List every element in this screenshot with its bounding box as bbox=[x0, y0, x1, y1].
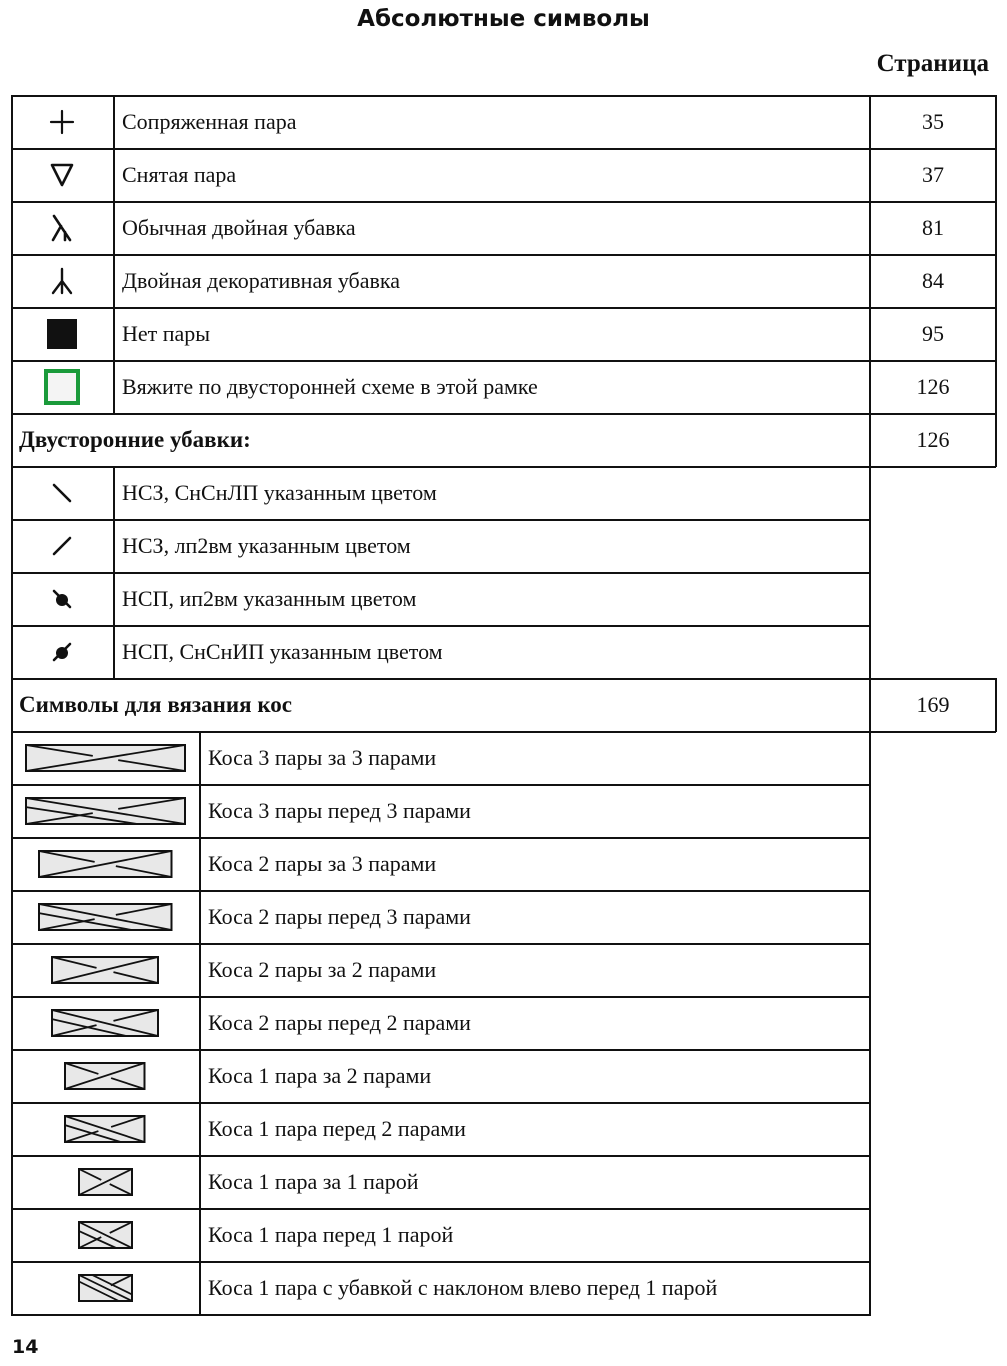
table-rule bbox=[869, 837, 871, 891]
cable-row-label: Коса 1 пара перед 1 парой bbox=[208, 1222, 454, 1247]
table-rule bbox=[11, 307, 13, 361]
table-rule bbox=[11, 678, 13, 732]
cable-1-2-front-icon bbox=[11, 1102, 199, 1155]
table-rule bbox=[869, 731, 871, 785]
table-rule bbox=[199, 996, 201, 1050]
double-row-label: НСЗ, СнСнЛП указанным цветом bbox=[122, 480, 437, 505]
table-rule bbox=[995, 254, 997, 308]
table-rule bbox=[869, 943, 871, 997]
cable-row-label: Коса 1 пара перед 2 парами bbox=[208, 1116, 466, 1141]
cable-1-1-front-icon bbox=[11, 1208, 199, 1261]
table-rule bbox=[995, 307, 997, 361]
table-rule bbox=[11, 148, 13, 202]
cable-row-label: Коса 2 пары перед 3 парами bbox=[208, 904, 471, 929]
table-rule bbox=[199, 837, 201, 891]
table-rule bbox=[995, 678, 997, 732]
cable-2-3-front-icon bbox=[11, 890, 199, 943]
table-rule bbox=[113, 572, 115, 626]
table-rule bbox=[995, 148, 997, 202]
table-rule bbox=[869, 1208, 871, 1262]
cable-row-label: Коса 3 пары за 3 парами bbox=[208, 745, 437, 770]
table-rule bbox=[199, 1208, 201, 1262]
table-rule bbox=[869, 254, 871, 308]
table-rule bbox=[869, 519, 871, 573]
table-rule bbox=[869, 1155, 871, 1209]
table-rule bbox=[113, 95, 115, 149]
row-page: 81 bbox=[922, 215, 944, 240]
table-rule bbox=[113, 148, 115, 202]
cable-row-label: Коса 2 пары перед 2 парами bbox=[208, 1010, 471, 1035]
section-cables-page: 169 bbox=[916, 692, 950, 717]
table-rule bbox=[199, 1102, 201, 1156]
table-rule bbox=[11, 201, 13, 255]
table-rule bbox=[869, 148, 871, 202]
table-rule bbox=[11, 943, 13, 997]
table-rule bbox=[199, 890, 201, 944]
table-rule bbox=[199, 1155, 201, 1209]
row-page: 95 bbox=[922, 321, 944, 346]
table-rule bbox=[11, 625, 13, 679]
cable-row-label: Коса 1 пара за 1 парой bbox=[208, 1169, 419, 1194]
page-number: 14 bbox=[12, 1336, 39, 1358]
cable-2-3-behind-icon bbox=[11, 837, 199, 890]
row-page: 126 bbox=[916, 374, 950, 399]
table-rule bbox=[995, 413, 997, 467]
decorative-double-decrease-icon bbox=[11, 254, 113, 307]
table-rule bbox=[113, 307, 115, 361]
row-page: 35 bbox=[922, 109, 944, 134]
table-rule bbox=[869, 307, 871, 361]
cable-1-1-behind-icon bbox=[11, 1155, 199, 1208]
table-rule bbox=[869, 1049, 871, 1103]
page-column-header: Страница bbox=[876, 50, 989, 77]
table-rule bbox=[869, 413, 871, 467]
table-rule bbox=[869, 1102, 871, 1156]
triangle-down-icon bbox=[11, 148, 113, 201]
table-rule bbox=[869, 466, 871, 520]
table-rule bbox=[869, 996, 871, 1050]
cable-1-2-behind-icon bbox=[11, 1049, 199, 1102]
table-rule bbox=[199, 1049, 201, 1103]
page-title: Абсолютные символы bbox=[357, 6, 650, 32]
double-row-label: НСП, СнСнИП указанным цветом bbox=[122, 639, 443, 664]
section-double-page: 126 bbox=[916, 427, 950, 452]
cable-row-label: Коса 1 пара за 2 парами bbox=[208, 1063, 432, 1088]
section-double-title: Двусторонние убавки: bbox=[19, 427, 251, 452]
row-label: Снятая пара bbox=[122, 162, 237, 187]
table-rule bbox=[199, 943, 201, 997]
black-square-icon bbox=[11, 307, 113, 360]
table-rule bbox=[11, 360, 13, 414]
table-rule bbox=[199, 1261, 201, 1315]
plus-icon bbox=[11, 95, 113, 148]
row-page: 84 bbox=[922, 268, 944, 293]
table-rule bbox=[11, 731, 13, 785]
table-rule bbox=[11, 1261, 13, 1315]
table-rule bbox=[113, 360, 115, 414]
cable-row-label: Коса 1 пара с убавкой с наклоном влево перед 1 парой bbox=[208, 1275, 718, 1300]
row-rule bbox=[11, 1314, 871, 1316]
cable-row-label: Коса 3 пары перед 3 парами bbox=[208, 798, 471, 823]
table-rule bbox=[869, 201, 871, 255]
table-rule bbox=[113, 201, 115, 255]
double-row-label: НСЗ, лп2вм указанным цветом bbox=[122, 533, 411, 558]
slash-icon bbox=[11, 519, 113, 572]
table-rule bbox=[199, 731, 201, 785]
table-rule bbox=[869, 890, 871, 944]
table-rule bbox=[11, 1102, 13, 1156]
table-rule bbox=[113, 254, 115, 308]
row-page: 37 bbox=[922, 162, 944, 187]
table-rule bbox=[11, 413, 13, 467]
cable-row-label: Коса 2 пары за 2 парами bbox=[208, 957, 437, 982]
green-frame-icon bbox=[11, 360, 113, 413]
table-rule bbox=[11, 1049, 13, 1103]
row-label: Вяжите по двусторонней схеме в этой рамке bbox=[122, 374, 538, 399]
dot-backslash-icon bbox=[11, 572, 113, 625]
cable-2-2-front-icon bbox=[11, 996, 199, 1049]
table-rule bbox=[199, 784, 201, 838]
table-rule bbox=[11, 519, 13, 573]
table-rule bbox=[869, 572, 871, 626]
double-row-label: НСП, ип2вм указанным цветом bbox=[122, 586, 417, 611]
table-rule bbox=[869, 95, 871, 149]
table-rule bbox=[11, 1155, 13, 1209]
table-rule bbox=[995, 201, 997, 255]
cable-3-3-front-icon bbox=[11, 784, 199, 837]
section-cables-title: Символы для вязания кос bbox=[19, 692, 292, 717]
table-rule bbox=[869, 1261, 871, 1315]
table-rule bbox=[113, 625, 115, 679]
cable-2-2-behind-icon bbox=[11, 943, 199, 996]
table-rule bbox=[11, 890, 13, 944]
table-rule bbox=[869, 678, 871, 732]
table-rule bbox=[11, 1208, 13, 1262]
cable-3-3-behind-icon bbox=[11, 731, 199, 784]
table-rule bbox=[11, 254, 13, 308]
row-label: Нет пары bbox=[122, 321, 211, 346]
cable-row-label: Коса 2 пары за 3 парами bbox=[208, 851, 437, 876]
table-rule bbox=[113, 519, 115, 573]
table-rule bbox=[11, 95, 13, 149]
row-label: Двойная декоративная убавка bbox=[122, 268, 401, 293]
table-rule bbox=[869, 625, 871, 679]
table-rule bbox=[11, 837, 13, 891]
table-rule bbox=[11, 784, 13, 838]
row-label: Обычная двойная убавка bbox=[122, 215, 356, 240]
table-rule bbox=[995, 95, 997, 149]
table-rule bbox=[11, 466, 13, 520]
backslash-icon bbox=[11, 466, 113, 519]
table-rule bbox=[113, 466, 115, 520]
table-rule bbox=[11, 572, 13, 626]
cable-1-1-decrease-icon bbox=[11, 1261, 199, 1314]
double-decrease-icon bbox=[11, 201, 113, 254]
dot-slash-icon bbox=[11, 625, 113, 678]
row-label: Сопряженная пара bbox=[122, 109, 297, 134]
table-rule bbox=[995, 360, 997, 414]
table-rule bbox=[11, 996, 13, 1050]
table-rule bbox=[869, 784, 871, 838]
table-rule bbox=[869, 360, 871, 414]
